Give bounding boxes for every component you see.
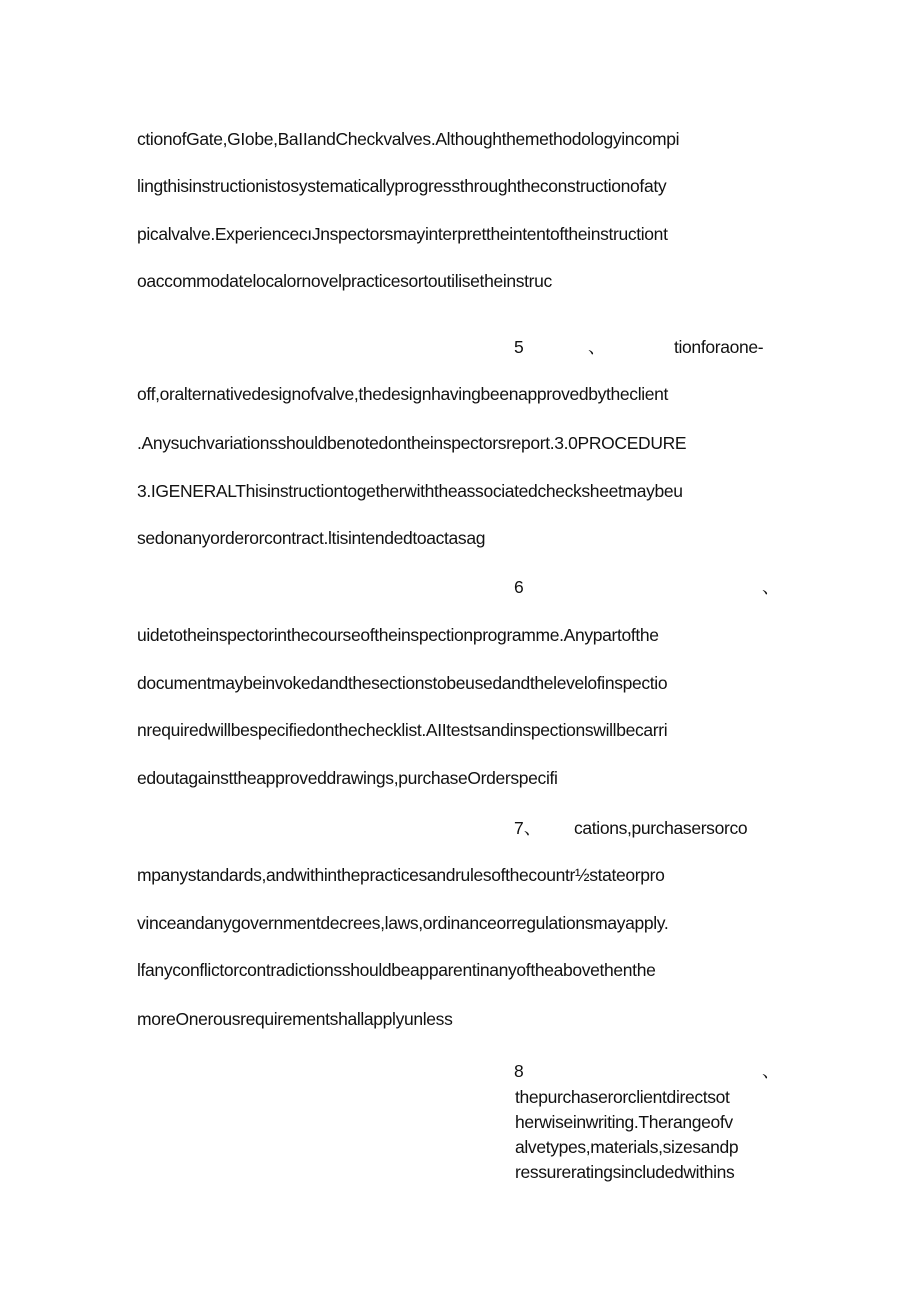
text-line: ctionofGate,GIobe,BaIIandCheckvalves.Althoughthemethodologyincompi bbox=[137, 129, 680, 149]
text-line: .Anysuchvariationsshouldbenotedontheinspectorsreport.3.0PROCEDURE bbox=[137, 433, 687, 453]
text-line: lfanyconflictorcontradictionsshouldbeapparentinanyoftheabovethenthe bbox=[137, 960, 656, 980]
text-line: uidetotheinspectorinthecourseoftheinspectionprogramme.Anypartofthe bbox=[137, 625, 659, 645]
page-marker-number: 6 bbox=[514, 577, 524, 597]
page-marker-separator: 、 bbox=[762, 577, 780, 597]
text-line: picalvalve.ExperiencecıJnspectorsmayinterprettheintentoftheinstructiont bbox=[137, 224, 668, 244]
text-line: nrequiredwillbespecifiedonthechecklist.AIItestsandinspectionswillbecarri bbox=[137, 720, 668, 740]
page-marker-number: 8 bbox=[514, 1061, 524, 1081]
page-marker-number: 5 bbox=[514, 337, 524, 357]
text-line: 3.IGENERALThisinstructiontogetherwiththeassociatedchecksheetmaybeu bbox=[137, 481, 683, 501]
page-marker-label: 7、 bbox=[514, 818, 542, 838]
text-line: alvetypes,materials,sizesandp bbox=[515, 1137, 739, 1157]
text-line: documentmaybeinvokedandthesectionstobeusedandthelevelofinspectio bbox=[137, 673, 668, 693]
text-line: off,oralternativedesignofvalve,thedesignhavingbeenapprovedbytheclient bbox=[137, 384, 669, 404]
text-line: edoutagainsttheapproveddrawings,purchaseOrderspecifi bbox=[137, 768, 558, 788]
page-marker-separator: 、 bbox=[762, 1061, 780, 1081]
text-line: thepurchaserorclientdirectsot bbox=[515, 1087, 730, 1107]
text-line: mpanystandards,andwithinthepracticesandrulesofthecountr½stateorpro bbox=[137, 865, 665, 885]
text-line: lingthisinstructionistosystematicallyprogressthroughtheconstructionofaty bbox=[137, 176, 667, 196]
marker-continuation-text: tionforaone- bbox=[674, 337, 764, 357]
marker-continuation-text: cations,purchasersorco bbox=[574, 818, 748, 838]
page-marker-separator: 、 bbox=[588, 337, 606, 357]
text-line: moreOnerousrequirementshallapplyunless bbox=[137, 1009, 453, 1029]
text-line: herwiseinwriting.Therangeofv bbox=[515, 1112, 733, 1132]
text-line: ressureratingsincludedwithins bbox=[515, 1162, 735, 1182]
text-line: oaccommodatelocalornovelpracticesortoutilisetheinstruc bbox=[137, 271, 552, 291]
text-line: sedonanyorderorcontract.ltisintendedtoactasag bbox=[137, 528, 486, 548]
text-line: vinceandanygovernmentdecrees,laws,ordinanceorregulationsmayapply. bbox=[137, 913, 669, 933]
